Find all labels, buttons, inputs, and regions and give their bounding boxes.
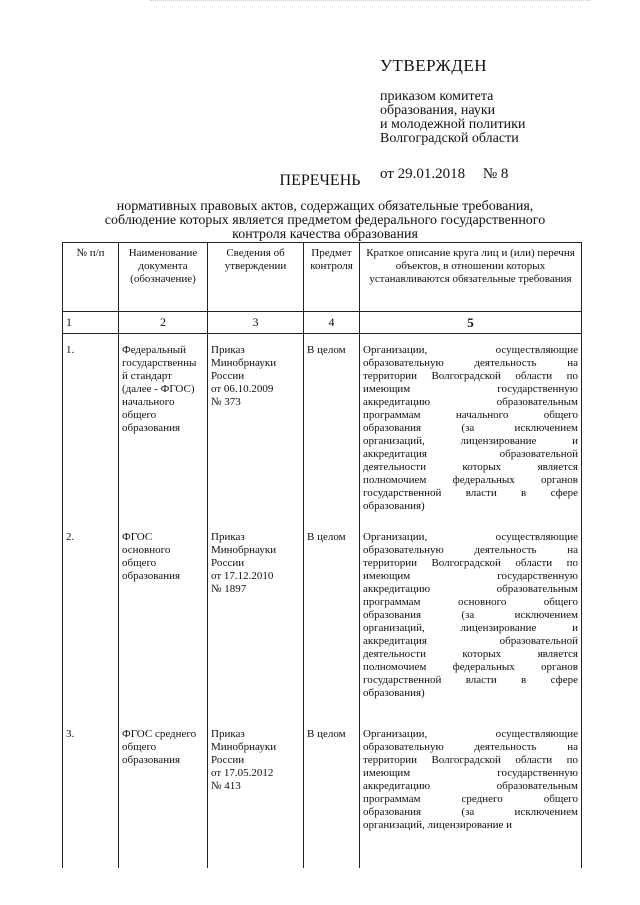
row-name-line: образования [122, 570, 181, 582]
row-description [360, 718, 582, 868]
row-approval-line: Приказ [211, 728, 245, 740]
table-row [63, 718, 582, 868]
row-name-line: Федеральный [122, 344, 187, 356]
row-number: 3. [63, 718, 119, 868]
approval-date: от 29.01.2018 [380, 166, 466, 182]
row-name-line: начального [122, 396, 175, 408]
header-name: Наименование документа (обозначение) [119, 243, 208, 312]
row-approval-line: России [211, 754, 245, 766]
column-number: 2 [119, 312, 208, 334]
row-description-line: имеющим государственную [363, 383, 578, 395]
row-description-line: образовательную деятельность на [363, 741, 578, 753]
row-approval [208, 521, 304, 718]
row-description-line: аккредитацию образовательным [363, 396, 578, 408]
row-approval-line: России [211, 557, 245, 569]
row-description-line: деятельности которых является [363, 461, 578, 473]
row-description-line: территории Волгоградской области по [363, 370, 578, 382]
row-description-line: образования (за исключением [363, 806, 578, 818]
row-approval [208, 718, 304, 868]
acts-table [62, 242, 582, 868]
subtitle-line: контроля качества образования [232, 227, 418, 242]
row-name-line: ФГОС [122, 531, 153, 543]
header-approval: Сведения об утверждении [208, 243, 304, 312]
table-row [63, 334, 582, 522]
approval-line: приказом комитета [380, 89, 494, 104]
row-description-line: государственной власти в сфере [363, 487, 578, 499]
row-description-line: территории Волгоградской области по [363, 754, 578, 766]
approval-line: образования, науки [380, 103, 496, 118]
row-approval-line: № 1897 [211, 583, 247, 595]
approval-line: Волгоградской области [380, 131, 519, 146]
row-name [119, 718, 208, 868]
row-description-line: аккредитация образовательной [363, 635, 578, 647]
row-description [360, 334, 582, 522]
header-number: № п/п [63, 243, 119, 312]
row-approval-line: от 06.10.2009 [211, 383, 274, 395]
header-subject: Предмет контроля [304, 243, 360, 312]
approval-number: № 8 [482, 166, 509, 182]
row-description-line: организаций, лицензирование и [363, 622, 578, 634]
row-description-line: аккредитацию образовательным [363, 780, 578, 792]
row-name-line: образования [122, 422, 181, 434]
row-approval [208, 334, 304, 522]
row-approval-line: Приказ [211, 531, 245, 543]
row-description-line: программам основного общего [363, 596, 578, 608]
row-name-line: образования [122, 754, 181, 766]
subtitle-line: соблюдение которых является предметом федерального государственного [104, 213, 546, 228]
row-description-line: образования (за исключением [363, 609, 578, 621]
row-name-line: общего [122, 741, 157, 753]
row-approval-line: России [211, 370, 245, 382]
row-subject: В целом [304, 334, 360, 522]
row-name-line: основного [122, 544, 171, 556]
table-header-row [63, 243, 582, 312]
row-description-line: образовательную деятельность на [363, 544, 578, 556]
document-subtitle [60, 200, 590, 242]
approval-title: УТВЕРЖДЕН [380, 56, 487, 75]
row-name-line: общего [122, 409, 157, 421]
row-description-line: деятельности которых является [363, 648, 578, 660]
row-name-line: ФГОС среднего [122, 728, 197, 740]
row-subject: В целом [304, 718, 360, 868]
column-number: 5 [360, 312, 582, 334]
row-description-line: имеющим государственную [363, 767, 578, 779]
row-name-line: й стандарт [122, 370, 172, 382]
row-name [119, 521, 208, 718]
approval-block [380, 56, 620, 183]
row-description-line: аккредитация образовательной [363, 448, 578, 460]
row-approval-line: от 17.05.2012 [211, 767, 274, 779]
row-description-line: полномочием федеральных органов [363, 661, 578, 673]
approval-line: и молодежной политики [380, 117, 526, 132]
row-description-line: образования) [363, 500, 425, 512]
row-number: 1. [63, 334, 119, 522]
row-name-line: государственны [122, 357, 197, 369]
header-description: Краткое описание круга лиц и (или) перечня объектов, в отношении которых устанавливаются обязательные требования [360, 243, 582, 312]
row-description-line: Организации, осуществляющие [363, 344, 578, 356]
column-number: 1 [63, 312, 119, 334]
row-description-line: организаций, лицензирование и [363, 819, 513, 831]
column-number-row [63, 312, 582, 334]
row-approval-line: Минобрнауки [211, 741, 277, 753]
row-description-line: полномочием федеральных органов [363, 474, 578, 486]
row-approval-line: Минобрнауки [211, 544, 277, 556]
scan-artifact [150, 0, 590, 9]
row-approval-line: от 17.12.2010 [211, 570, 274, 582]
row-description-line: программам начального общего [363, 409, 578, 421]
row-subject: В целом [304, 521, 360, 718]
row-description [360, 521, 582, 718]
row-description-line: образования) [363, 687, 425, 699]
document-title: ПЕРЕЧЕНЬ [279, 172, 361, 189]
row-name-line: общего [122, 557, 157, 569]
row-description-line: программам среднего общего [363, 793, 578, 805]
row-approval-line: № 373 [211, 396, 241, 408]
column-number: 4 [304, 312, 360, 334]
row-approval-line: Приказ [211, 344, 245, 356]
row-description-line: образования (за исключением [363, 422, 578, 434]
subtitle-line: нормативных правовых актов, содержащих обязательные требования, [116, 199, 534, 214]
row-approval-line: Минобрнауки [211, 357, 277, 369]
row-description-line: имеющим государственную [363, 570, 578, 582]
table-row [63, 521, 582, 718]
row-number: 2. [63, 521, 119, 718]
row-description-line: Организации, осуществляющие [363, 531, 578, 543]
row-approval-line: № 413 [211, 780, 241, 792]
row-description-line: аккредитацию образовательным [363, 583, 578, 595]
column-number: 3 [208, 312, 304, 334]
row-name-line: (далее - ФГОС) [122, 383, 195, 395]
row-description-line: территории Волгоградской области по [363, 557, 578, 569]
row-description-line: образовательную деятельность на [363, 357, 578, 369]
row-description-line: организаций, лицензирование и [363, 435, 578, 447]
row-name [119, 334, 208, 522]
row-description-line: Организации, осуществляющие [363, 728, 578, 740]
row-description-line: государственной власти в сфере [363, 674, 578, 686]
